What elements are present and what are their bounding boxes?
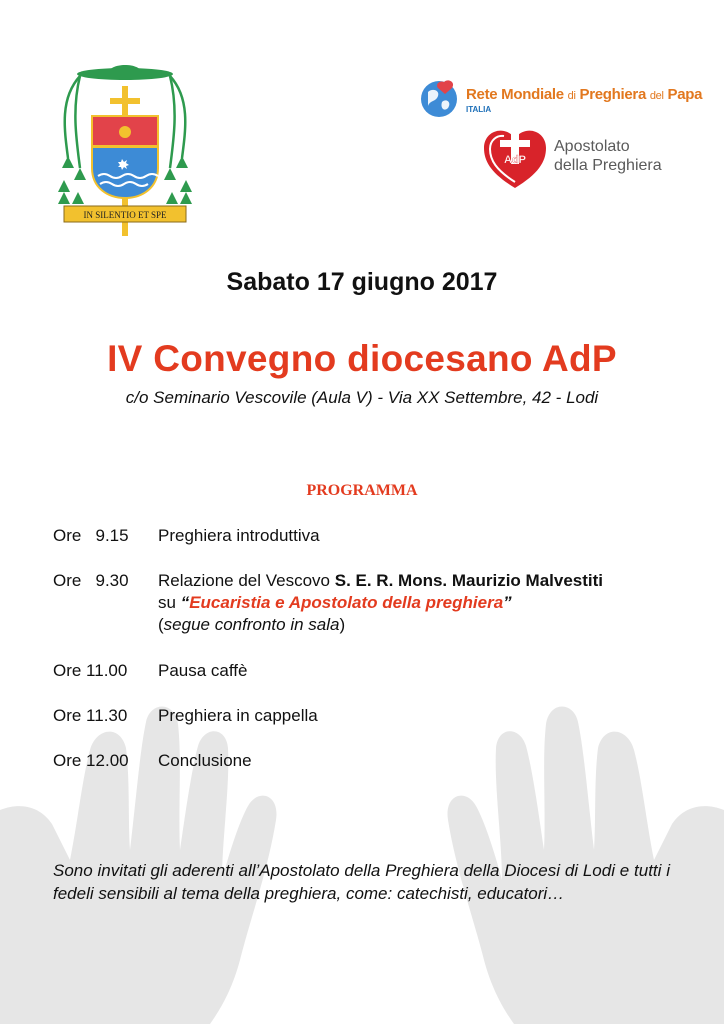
coat-motto: IN SILENTIO ET SPE [83,210,167,220]
adp-badge: AdP [504,154,526,166]
program-time: Ore 9.15 [53,526,129,545]
coat-of-arms [50,58,200,248]
program-text: Pausa caffè [158,661,248,680]
program-text: Conclusione [158,751,252,770]
program-time: Ore 12.00 [53,751,129,770]
event-venue: c/o Seminario Vescovile (Aula V) - Via XX Settembre, 42 - Lodi [125,388,599,407]
apostolato-logo [482,126,682,192]
program-note: (segue confronto in sala) [158,615,346,634]
invitation-text: Sono invitati gli aderenti all’Apostolato della Preghiera della Diocesi di Lodi e tutti i fedeli sensibili al tema della preghiera, come: catechisti, educatori… [53,861,670,903]
program-topic: su “Eucaristia e Apostolato della preghiera” [158,593,512,612]
program-text: Relazione del Vescovo S. E. R. Mons. Maurizio Malvestiti [158,571,603,590]
event-date: Sabato 17 giugno 2017 [226,268,498,296]
program-heading: PROGRAMMA [306,482,418,499]
program-text: Preghiera in cappella [158,706,318,725]
rete-name: Rete Mondiale di Preghiera del Papa [466,86,703,103]
rete-mondiale-logo [418,78,703,120]
adp-line2: della Preghiera [554,157,662,174]
praying-hands-background [0,690,724,1024]
program-time: Ore 11.00 [53,661,128,680]
globe-heart-icon [418,78,460,120]
rete-country: ITALIA [466,105,492,114]
event-title: IV Convegno diocesano AdP [107,338,617,379]
topic-title: Eucaristia e Apostolato della preghiera [189,593,504,612]
program-time: Ore 11.30 [53,706,128,725]
program-text: Preghiera introduttiva [158,526,320,545]
heart-cross-icon [482,126,548,192]
program-time: Ore 9.30 [53,571,129,590]
speaker-name: S. E. R. Mons. Maurizio Malvestiti [334,571,603,590]
adp-line1: Apostolato [554,138,630,155]
